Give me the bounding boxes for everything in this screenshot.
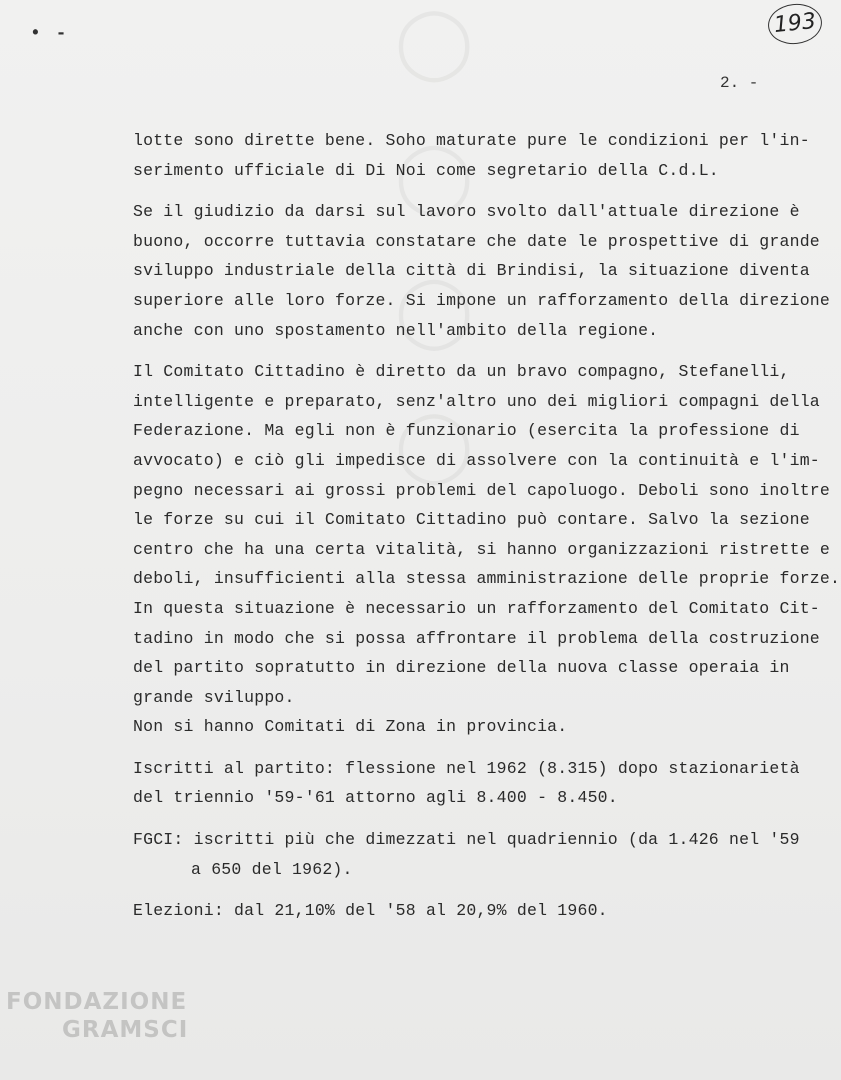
text-line: Se il giudizio da darsi sul lavoro svolto dall'attuale direzione è xyxy=(133,202,800,222)
text-line: sviluppo industriale della città di Brindisi, la situazione diventa xyxy=(133,261,810,281)
paragraph xyxy=(133,197,833,345)
paragraph xyxy=(133,712,833,742)
text-line: deboli, insufficienti alla stessa amministrazione delle proprie forze. xyxy=(133,569,841,589)
text-line: anche con uno spostamento nell'ambito della regione. xyxy=(133,320,659,340)
corner-marks: • - xyxy=(30,24,69,44)
archive-number-stamp: 193 xyxy=(766,1,824,46)
logo-line-2: GRAMSCI xyxy=(62,1017,189,1043)
text-line: FGCI: iscritti più che dimezzati nel quadriennio (da 1.426 nel '59 xyxy=(133,830,800,850)
text-line: Non si hanno Comitati di Zona in provincia. xyxy=(133,717,568,737)
text-line: In questa situazione è necessario un rafforzamento del Comitato Cit- xyxy=(133,598,820,618)
text-line: pegno necessari ai grossi problemi del capoluogo. Deboli sono inoltre xyxy=(133,480,831,500)
text-line: grande sviluppo. xyxy=(133,687,295,707)
text-line: Iscritti al partito: flessione nel 1962 (8.315) dopo stazionarietà xyxy=(133,758,800,778)
text-line: del partito sopratutto in direzione della nuova classe operaia in xyxy=(133,658,790,678)
text-line: le forze su cui il Comitato Cittadino può contare. Salvo la sezione xyxy=(133,510,810,530)
paragraph xyxy=(133,357,841,712)
text-line: intelligente e preparato, senz'altro uno dei migliori compagni della xyxy=(133,391,820,411)
text-line: del triennio '59-'61 attorno agli 8.400 - 8.450. xyxy=(133,788,618,808)
text-line: Elezioni: dal 21,10% del '58 al 20,9% del 1960. xyxy=(133,901,608,921)
text-line: lotte sono dirette bene. Soho maturate pure le condizioni per l'in- xyxy=(133,131,810,150)
text-line: superiore alle loro forze. Si impone un rafforzamento della direzione xyxy=(133,290,831,310)
page-number: 2. - xyxy=(720,74,759,92)
paragraph xyxy=(133,896,833,926)
paragraph xyxy=(133,126,833,185)
text-line: Federazione. Ma egli non è funzionario (esercita la professione di xyxy=(133,421,800,441)
text-line: serimento ufficiale di Di Noi come segretario della C.d.L. xyxy=(133,160,719,180)
paragraph xyxy=(133,825,833,884)
paragraph xyxy=(133,754,833,813)
text-line: avvocato) e ciò gli impedisce di assolvere con la continuità e l'im- xyxy=(133,450,820,470)
logo-line-1: FONDAZIONE xyxy=(6,989,188,1015)
text-line: a 650 del 1962). xyxy=(191,859,353,879)
text-line: Il Comitato Cittadino è diretto da un bravo compagno, Stefanelli, xyxy=(133,362,790,382)
text-line: tadino in modo che si possa affrontare il problema della costruzione xyxy=(133,628,820,648)
fondazione-gramsci-logo xyxy=(6,988,188,1044)
text-line: buono, occorre tuttavia constatare che date le prospettive di grande xyxy=(133,231,820,251)
document-body xyxy=(133,126,841,938)
text-line: centro che ha una certa vitalità, si hanno organizzazioni ristrette e xyxy=(133,539,831,559)
